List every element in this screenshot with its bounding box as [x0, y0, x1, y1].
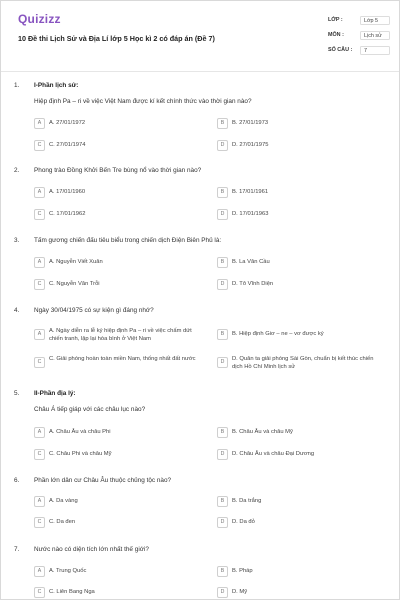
option-letter: B [217, 118, 228, 129]
option-letter: A [34, 187, 45, 198]
option-letter: C [34, 587, 45, 598]
worksheet-title: 10 Đề thi Lịch Sử và Địa Lí lớp 5 Học kì 2 có đáp án (Đề 7) [18, 34, 215, 43]
quizizz-logo: Quizizz [18, 12, 61, 26]
option-letter: C [34, 209, 45, 220]
option-text: D. Quân ta giải phóng Sài Gòn, chuẩn bị kết thúc chiến dịch Hồ Chí Minh lịch sử [232, 356, 374, 370]
option-letter: A [34, 566, 45, 577]
option-text: B. 27/01/1973 [232, 120, 269, 126]
section-heading: II-Phần địa lý: [34, 390, 76, 397]
option-letter: A [34, 427, 45, 438]
option-letter: D [217, 587, 228, 598]
option-letter: B [217, 187, 228, 198]
question-text: Hiệp định Pa – ri về việc Việt Nam được kí kết chính thức vào thời gian nào? [34, 98, 252, 105]
option-text: C. Da đen [49, 519, 76, 525]
option-text: C. Giải phóng hoàn toàn miền Nam, thống nhất đất nước [49, 356, 196, 362]
question-number: 3. [14, 237, 20, 244]
option-letter: D [217, 449, 228, 460]
worksheet-header [1, 1, 400, 71]
question-number: 7. [14, 546, 20, 553]
option-text: A. Ngày diễn ra lễ ký hiệp định Pa – ri về việc chấm dứt chiến tranh, lập lại hòa bình ở Việt Nam [49, 328, 192, 342]
option-text: A. Châu Âu và châu Phi [49, 429, 111, 435]
option-text: C. 27/01/1974 [49, 142, 86, 148]
option-text: C. 17/01/1962 [49, 211, 86, 217]
question-text: Phong trào Đồng Khởi Bến Tre bùng nổ vào thời gian nào? [34, 167, 202, 174]
option-text: A. 27/01/1972 [49, 120, 86, 126]
option-text: A. Da vàng [49, 498, 78, 504]
option-text: C. Nguyễn Văn Trỗi [49, 281, 100, 287]
question-number: 2. [14, 167, 20, 174]
question-count-value: 7 [360, 46, 390, 55]
option-text: D. Da đỏ [232, 519, 255, 525]
option-letter: A [34, 496, 45, 507]
option-text: D. Mỹ [232, 589, 248, 595]
subject-label: MÔN : [328, 32, 344, 38]
option-letter: C [34, 449, 45, 460]
option-text: D. 17/01/1963 [232, 211, 269, 217]
option-letter: A [34, 118, 45, 129]
option-letter: D [217, 357, 228, 368]
option-letter: C [34, 140, 45, 151]
option-text: B. 17/01/1961 [232, 189, 269, 195]
section-heading: I-Phần lịch sử: [34, 82, 79, 89]
question-number: 5. [14, 390, 20, 397]
subject-value: Lịch sử [360, 31, 390, 40]
option-letter: C [34, 279, 45, 290]
option-text: D. Châu Âu và châu Đại Dương [232, 451, 315, 457]
question-text: Ngày 30/04/1975 có sự kiện gì đáng nhớ? [34, 307, 154, 314]
option-letter: D [217, 517, 228, 528]
question-number: 6. [14, 477, 20, 484]
option-letter: B [217, 427, 228, 438]
option-letter: A [34, 257, 45, 268]
option-text: B. La Văn Cầu [232, 259, 270, 265]
option-letter: C [34, 517, 45, 528]
option-letter: B [217, 257, 228, 268]
option-letter: B [217, 566, 228, 577]
option-text: C. Châu Phi và châu Mỹ [49, 451, 112, 457]
grade-value: Lớp 5 [360, 16, 390, 25]
option-letter: D [217, 209, 228, 220]
question-number: 1. [14, 82, 20, 89]
question-text: Phần lớn dân cư Châu Âu thuộc chủng tộc nào? [34, 477, 172, 484]
option-text: A. Nguyễn Viết Xuân [49, 259, 103, 265]
option-letter: D [217, 279, 228, 290]
option-text: A. 17/01/1960 [49, 189, 86, 195]
option-text: C. Liên Bang Nga [49, 589, 95, 595]
question-number: 4. [14, 307, 20, 314]
option-letter: A [34, 329, 45, 340]
question-text: Nước nào có diện tích lớn nhất thế giới? [34, 546, 149, 553]
option-text: A. Trung Quốc [49, 568, 87, 574]
question-text: Châu Á tiếp giáp với các châu lục nào? [34, 406, 146, 413]
question-text: Tấm gương chiến đấu tiêu biểu trong chiến dịch Điện Biên Phủ là: [34, 237, 222, 244]
option-letter: B [217, 496, 228, 507]
option-text: B. Châu Âu và châu Mỹ [232, 429, 293, 435]
grade-label: LỚP : [328, 17, 343, 23]
option-letter: D [217, 140, 228, 151]
option-text: B. Hiệp định Giơ – ne – vơ được ký [232, 331, 324, 337]
header-divider [1, 71, 400, 72]
option-letter: B [217, 329, 228, 340]
option-text: B. Pháp [232, 568, 253, 574]
question-count-label: SỐ CÂU : [328, 47, 353, 53]
option-letter: C [34, 357, 45, 368]
option-text: D. 27/01/1975 [232, 142, 269, 148]
option-text: B. Da trắng [232, 498, 262, 504]
option-text: D. Tô Vĩnh Diện [232, 281, 274, 287]
